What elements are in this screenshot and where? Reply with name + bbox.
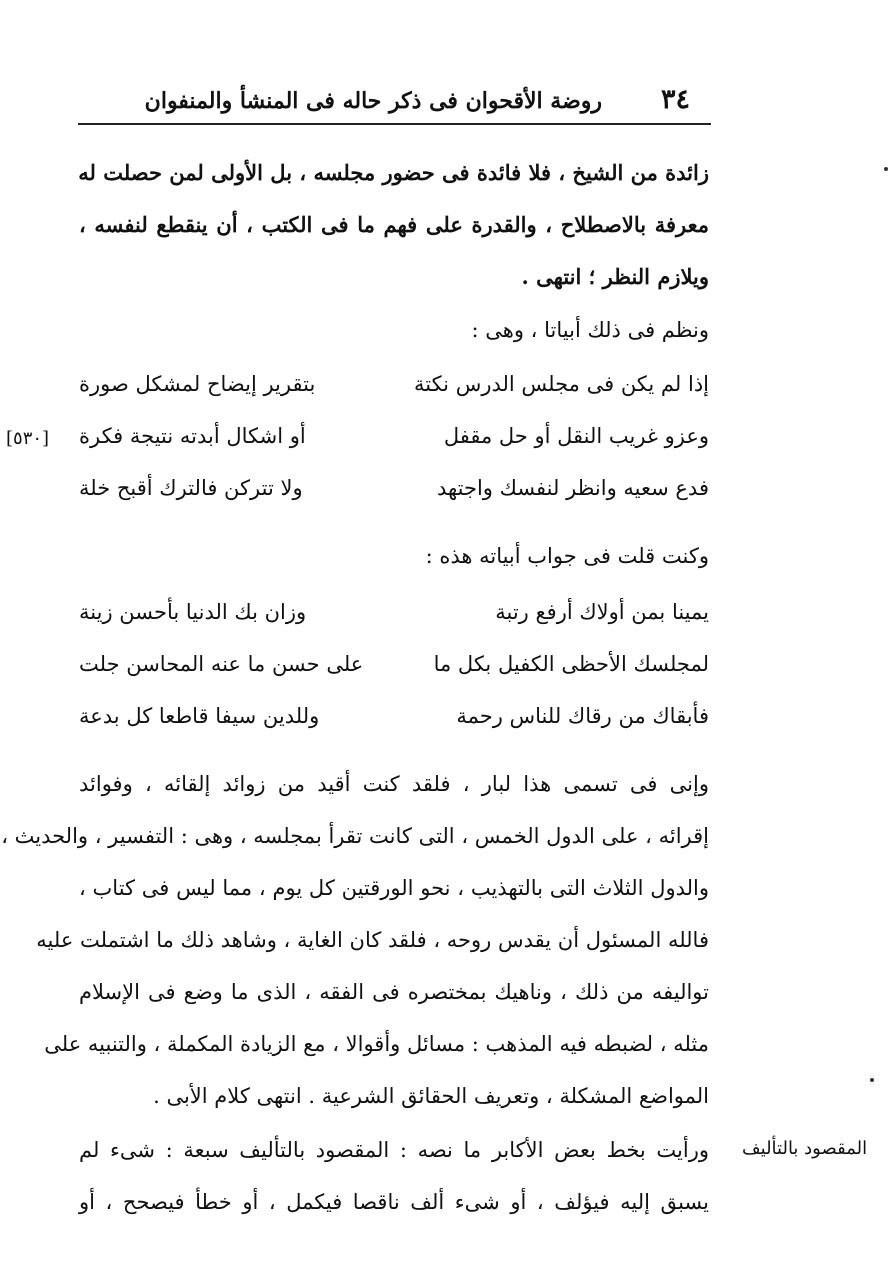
- text-line: ويلازم النظر ؛ انتهى .: [521, 264, 709, 289]
- verse-second-hemistich: وزان بك الدنيا بأحسن زينة: [79, 600, 307, 624]
- verse-first-hemistich: فدع سعيه وانظر لنفسك واجتهد: [436, 476, 709, 500]
- text-line: المواضع المشكلة ، وتعريف الحقائق الشرعية . انتهى كلام الأبى .: [153, 1084, 709, 1108]
- verse-first-hemistich: لمجلسك الأحظى الكفيل بكل ما: [433, 652, 709, 676]
- running-header: [144, 84, 690, 124]
- text-line: والدول الثلاث التى بالتهذيب ، نحو الورقتين كل يوم ، مما ليس فى كتاب ،: [79, 876, 709, 900]
- verse-line: [79, 704, 709, 738]
- text-line: تواليفه من ذلك ، وناهيك بمختصره فى الفقه ، الذى ما وضع فى الإسلام: [79, 980, 709, 1004]
- verse-second-hemistich: على حسن ما عنه المحاسن جلت: [79, 652, 364, 676]
- text-line: زائدة من الشيخ ، فلا فائدة فى حضور مجلسه ، بل الأولى لمن حصلت له: [78, 160, 709, 185]
- text-line: فالله المسئول أن يقدس روحه ، فلقد كان الغاية ، وشاهد ذلك ما اشتملت عليه: [36, 928, 709, 952]
- verse-second-hemistich: وللدين سيفا قاطعا كل بدعة: [79, 704, 320, 728]
- text-line: ورأيت بخط بعض الأكابر ما نصه : المقصود بالتأليف سبعة : شىء لم: [79, 1138, 709, 1162]
- header-rule: [78, 123, 711, 125]
- verse-first-hemistich: يمينا بمن أولاك أرفع رتبة: [495, 600, 709, 624]
- verse-first-hemistich: فأبقاك من رقاك للناس رحمة: [456, 704, 709, 728]
- running-title: روضة الأقحوان فى ذكر حاله فى المنشأ والمنفوان: [144, 88, 602, 114]
- verse-line: [79, 600, 709, 634]
- verse-second-hemistich: ولا تتركن فالترك أقبح خلة: [79, 476, 303, 500]
- margin-mark: [870, 1078, 874, 1082]
- verse-line: [79, 424, 709, 458]
- verse-intro: وكنت قلت فى جواب أبياته هذه :: [425, 544, 709, 568]
- verse-line: [79, 372, 709, 406]
- text-line: معرفة بالاصطلاح ، والقدرة على فهم ما فى الكتب ، أن ينقطع لنفسه ،: [79, 212, 709, 237]
- verse-second-hemistich: أو اشكال أبدته نتيجة فكرة: [79, 424, 306, 448]
- text-line: يسبق إليه فيؤلف ، أو شىء ألف ناقصا فيكمل ، أو خطأ فيصحح ، أو: [79, 1190, 709, 1214]
- verse-first-hemistich: وعزو غريب النقل أو حل مقفل: [443, 424, 709, 448]
- verse-line: [79, 476, 709, 510]
- margin-mark: [884, 167, 888, 171]
- margin-side-note: المقصود بالتأليف: [742, 1138, 868, 1159]
- verse-second-hemistich: بتقرير إيضاح لمشكل صورة: [79, 372, 316, 396]
- verse-line: [79, 652, 709, 686]
- margin-reference: [٥٣٠]: [6, 428, 50, 449]
- page-number: ٣٤: [660, 84, 690, 115]
- verse-intro: ونظم فى ذلك أبياتا ، وهى :: [471, 318, 709, 342]
- text-line: إقرائه ، على الدول الخمس ، التى كانت تقرأ بمجلسه ، وهى : التفسير ، والحديث ،: [1, 824, 709, 848]
- text-line: وإنى فى تسمى هذا لبار ، فلقد كنت أقيد من زوائد إلقائه ، وفوائد: [79, 772, 709, 796]
- text-line: مثله ، لضبطه فيه المذهب : مسائل وأقوالا ، مع الزيادة المكملة ، والتنبيه على: [44, 1032, 709, 1056]
- verse-first-hemistich: إذا لم يكن فى مجلس الدرس نكتة: [413, 372, 709, 396]
